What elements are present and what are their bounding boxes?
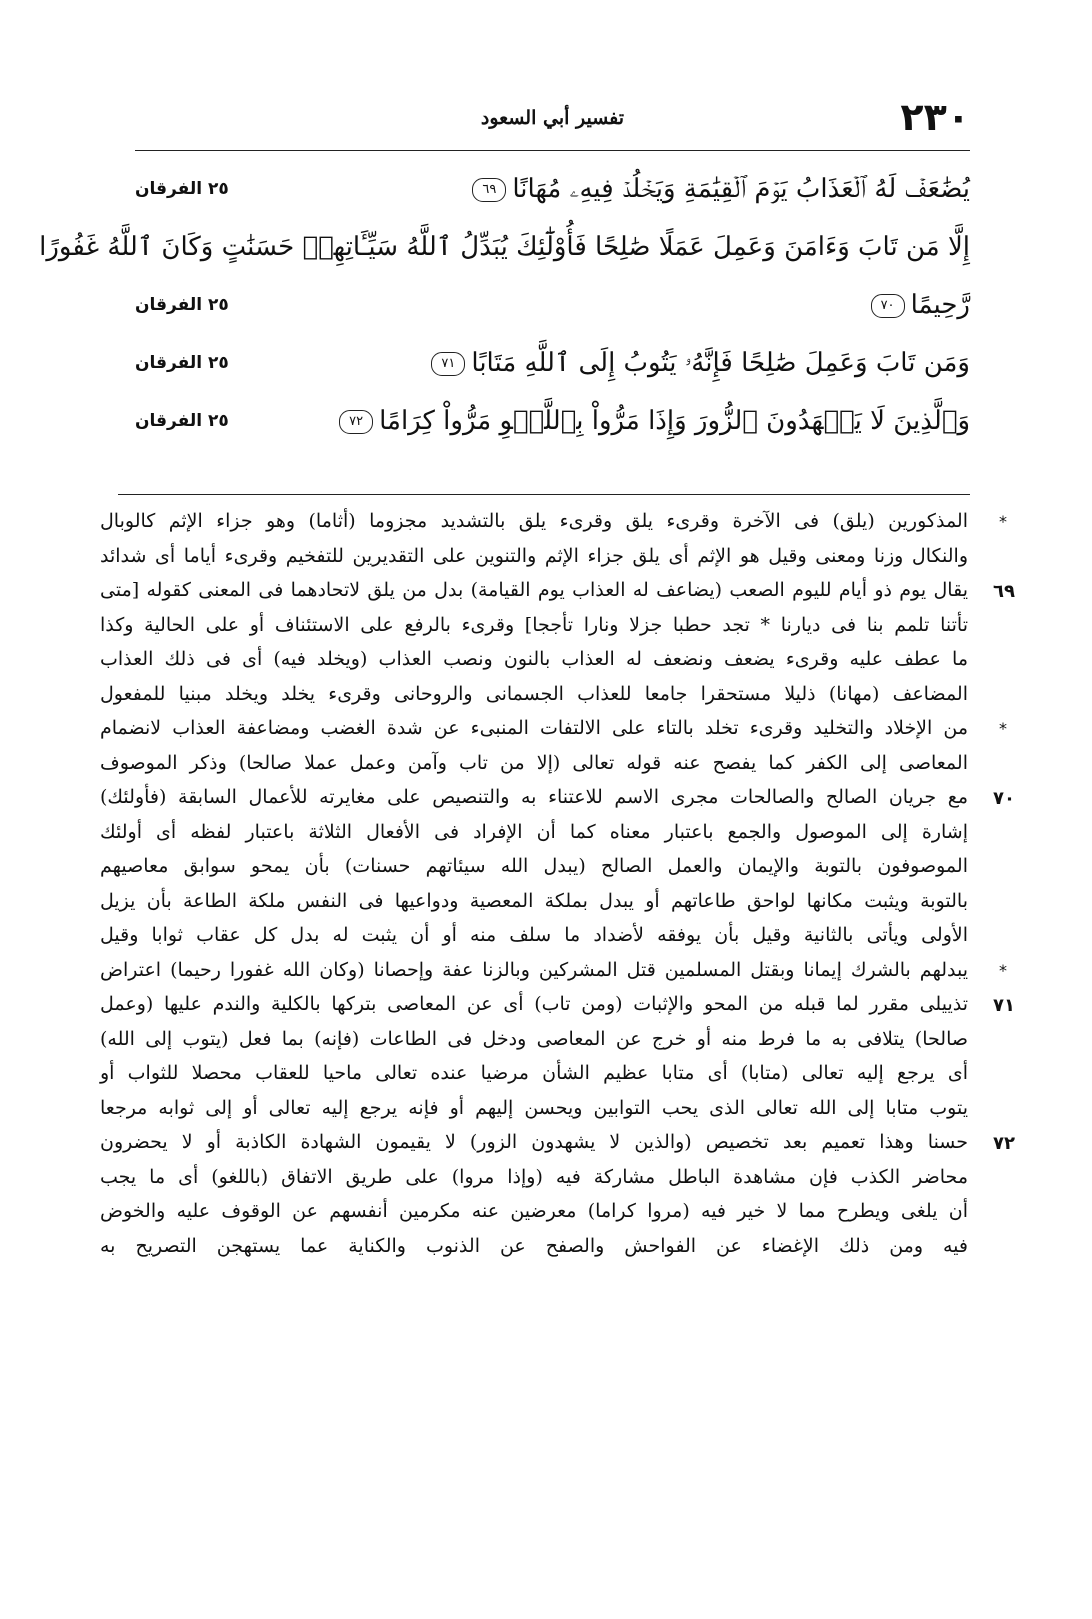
- commentary-line: تأتنا تلمم بنا فى ديارنا * تجد حطبا جزلا ونارا تأججا] وقرىء بالرفع على الاستئناف أو على الحالية وكذا: [100, 613, 968, 636]
- commentary-line: مع جريان الصالح والصالحات مجرى الاسم للاعتناء به والتنصيص على مغايرته للأعمال السابقة (فأولئك): [100, 786, 968, 808]
- verse-number-mark: ٦٩: [472, 178, 506, 202]
- commentary-line: أن يلغى ويطرح مما لا خير فيه (مروا كراما) معرضين عنه مكرمين أنفسهم عن الوقوف عليه والخوض: [100, 1200, 968, 1222]
- verse-number-mark: ٧٢: [339, 410, 373, 434]
- header-divider: [135, 150, 970, 151]
- commentary-line: يقال يوم ذو أيام لليوم الصعب (يضاعف له العذاب يوم القيامة) بدل من يلق لاتحادهما فى المعنى كقوله [متى: [100, 579, 968, 601]
- commentary-line: أى يرجع إليه تعالى (متابا) أى متابا عظيم الشأن مرضيا عنده تعالى ماحيا للعقاب محصلا للثواب أو: [100, 1062, 968, 1084]
- surah-reference: ٢٥ الفرقان: [135, 179, 229, 199]
- commentary-line: ما عطف عليه وقرىء يضعف ونضعف له العذاب بالنون ونصب العذاب (ويخلد فيه) أى فى ذلك العذاب: [100, 648, 968, 670]
- margin-verse-number: ٧٠: [993, 788, 1015, 809]
- tafsir-commentary: [100, 504, 968, 1263]
- commentary-line: يتوب متابا إلى الله تعالى الذى يحب التوابين ويحسن إليهم أو فإنه يرجع إليه تعالى أو إلى ثوابه مرجعا: [100, 1096, 968, 1119]
- verse-line: [39, 218, 970, 276]
- commentary-line: إشارة إلى الموصول والجمع باعتبار معناه كما أن الإفراد فى الأفعال الثلاثة باعتبار لفظه أى أولئك: [100, 820, 968, 843]
- surah-reference: ٢٥ الفرقان: [135, 411, 229, 431]
- commentary-line: المضاعف (مهانا) ذليلا مستحقرا جامعا للعذاب الجسمانى والروحانى وقرىء يخلد ويخلد مبنيا للمفعول: [100, 682, 968, 705]
- verse-text: إِلَّا مَن تَابَ وَءَامَنَ وَعَمِلَ عَمَلًا صَٰلِحًا فَأُوْلَٰٓئِكَ يُبَدِّلُ ٱللَّهُ سَيِّـَٔاتِهِمۡ حَسَنَٰتٍ وَكَانَ ٱللَّهُ غَفُورًا: [39, 232, 970, 262]
- verse-text: وَٱلَّذِينَ لَا يَشۡهَدُونَ ٱلزُّورَ وَإِذَا مَرُّواْ بِٱللَّغۡوِ مَرُّواْ كِرَامًا: [379, 406, 970, 436]
- commentary-line: والنكال وزنا ومعنى وقيل هو الإثم أى يلق جزاء الإثم والتنوين على التقديرين للتفخيم وقرىء أياما أى شدائد: [100, 544, 968, 567]
- book-title: تفسير أبي السعود: [480, 107, 625, 129]
- margin-verse-number: ٦٩: [993, 581, 1015, 602]
- commentary-line: صالحا) يتلافى به ما فرط منه أو خرج عن المعاصى ودخل فى الطاعات (فإنه) بما فعل (يتوب إلى الله): [100, 1027, 968, 1050]
- commentary-line: المذكورين (يلق) فى الآخرة وقرىء يلق وقرىء يلق بالتشديد مجزوما (أثاما) وهو جزاء الإثم كالوبال: [100, 510, 968, 532]
- commentary-line: الموصوفون بالتوبة والإيمان والعمل الصالح (يبدل الله سيئاتهم حسنات) بأن يمحو سوابق معاصيهم: [100, 855, 968, 877]
- margin-gutter: [975, 504, 1015, 1284]
- page-header: [135, 95, 970, 145]
- margin-star: *: [999, 512, 1007, 531]
- commentary-line: تذييلى مقرر لما قبله من المحو والإثبات (ومن تاب) أى عن المعاصى بتركها بالكلية والندم عليها (وعمل: [100, 993, 968, 1015]
- verse-number-mark: ٧١: [431, 352, 465, 376]
- surah-reference: ٢٥ الفرقان: [135, 295, 229, 315]
- commentary-line: فيه ومن ذلك الإغضاء عن الفواحش والصفح عن الذنوب والكناية عما يستهجن التصريح به: [100, 1234, 968, 1257]
- margin-star: *: [999, 961, 1007, 980]
- commentary-line: حسنا وهذا تعميم بعد تخصيص (والذين لا يشهدون الزور) لا يقيمون الشهادة الكاذبة أو لا يحضرون: [100, 1131, 968, 1153]
- margin-star: *: [999, 719, 1007, 738]
- margin-verse-number: ٧١: [993, 995, 1015, 1016]
- verse-line: [135, 392, 970, 450]
- verse-line: [135, 160, 970, 218]
- commentary-line: المعاصى إلى الكفر كما يفصح عنه قوله تعالى (إلا من تاب وآمن وعمل عملا صالحا) وذكر الموصوف: [100, 751, 968, 774]
- commentary-line: الأولى ويأتى بالثانية وقيل بأن يوفقه لأضداد ما سلف منه أو أن يثبت له بدل كل عقاب ثوابا وقيل: [100, 924, 968, 946]
- verses-divider: [118, 494, 970, 495]
- verse-text: يُضَٰعَفۡ لَهُ ٱلۡعَذَابُ يَوۡمَ ٱلۡقِيَٰمَةِ وَيَخۡلُدۡ فِيهِۦ مُهَانًا: [512, 174, 970, 204]
- verse-number-mark: ٧٠: [871, 294, 905, 318]
- page-number: ٢٣٠: [900, 95, 970, 139]
- commentary-line: محاضر الكذب فإن مشاهدة الباطل مشاركة فيه (وإذا مروا) على طريق الاتفاق (باللغو) أى ما يجب: [100, 1165, 968, 1188]
- commentary-line: بالتوبة ويثبت مكانها لواحق طاعاتهم أو يبدل بملكة المعصية ودواعيها فى النفس ملكة الطاعة بأن يزيل: [100, 889, 968, 912]
- quran-verses: [39, 160, 970, 450]
- verse-text: رَّحِيمًا: [910, 290, 970, 320]
- commentary-line: من الإخلاد والتخليد وقرىء تخلد بالتاء على الالتفات المنبىء عن شدة الغضب ومضاعفة العذاب لانضمام: [100, 717, 968, 739]
- commentary-line: يبدلهم بالشرك إيمانا وبقتل المسلمين قتل المشركين وبالزنا عفة وإحصانا (وكان الله غفورا رحيما) اعتراض: [100, 958, 968, 981]
- verse-line: [135, 276, 970, 334]
- surah-reference: ٢٥ الفرقان: [135, 353, 229, 373]
- margin-verse-number: ٧٢: [993, 1133, 1015, 1154]
- verse-text: وَمَن تَابَ وَعَمِلَ صَٰلِحًا فَإِنَّهُۥ يَتُوبُ إِلَى ٱللَّهِ مَتَابًا: [471, 348, 970, 378]
- verse-line: [135, 334, 970, 392]
